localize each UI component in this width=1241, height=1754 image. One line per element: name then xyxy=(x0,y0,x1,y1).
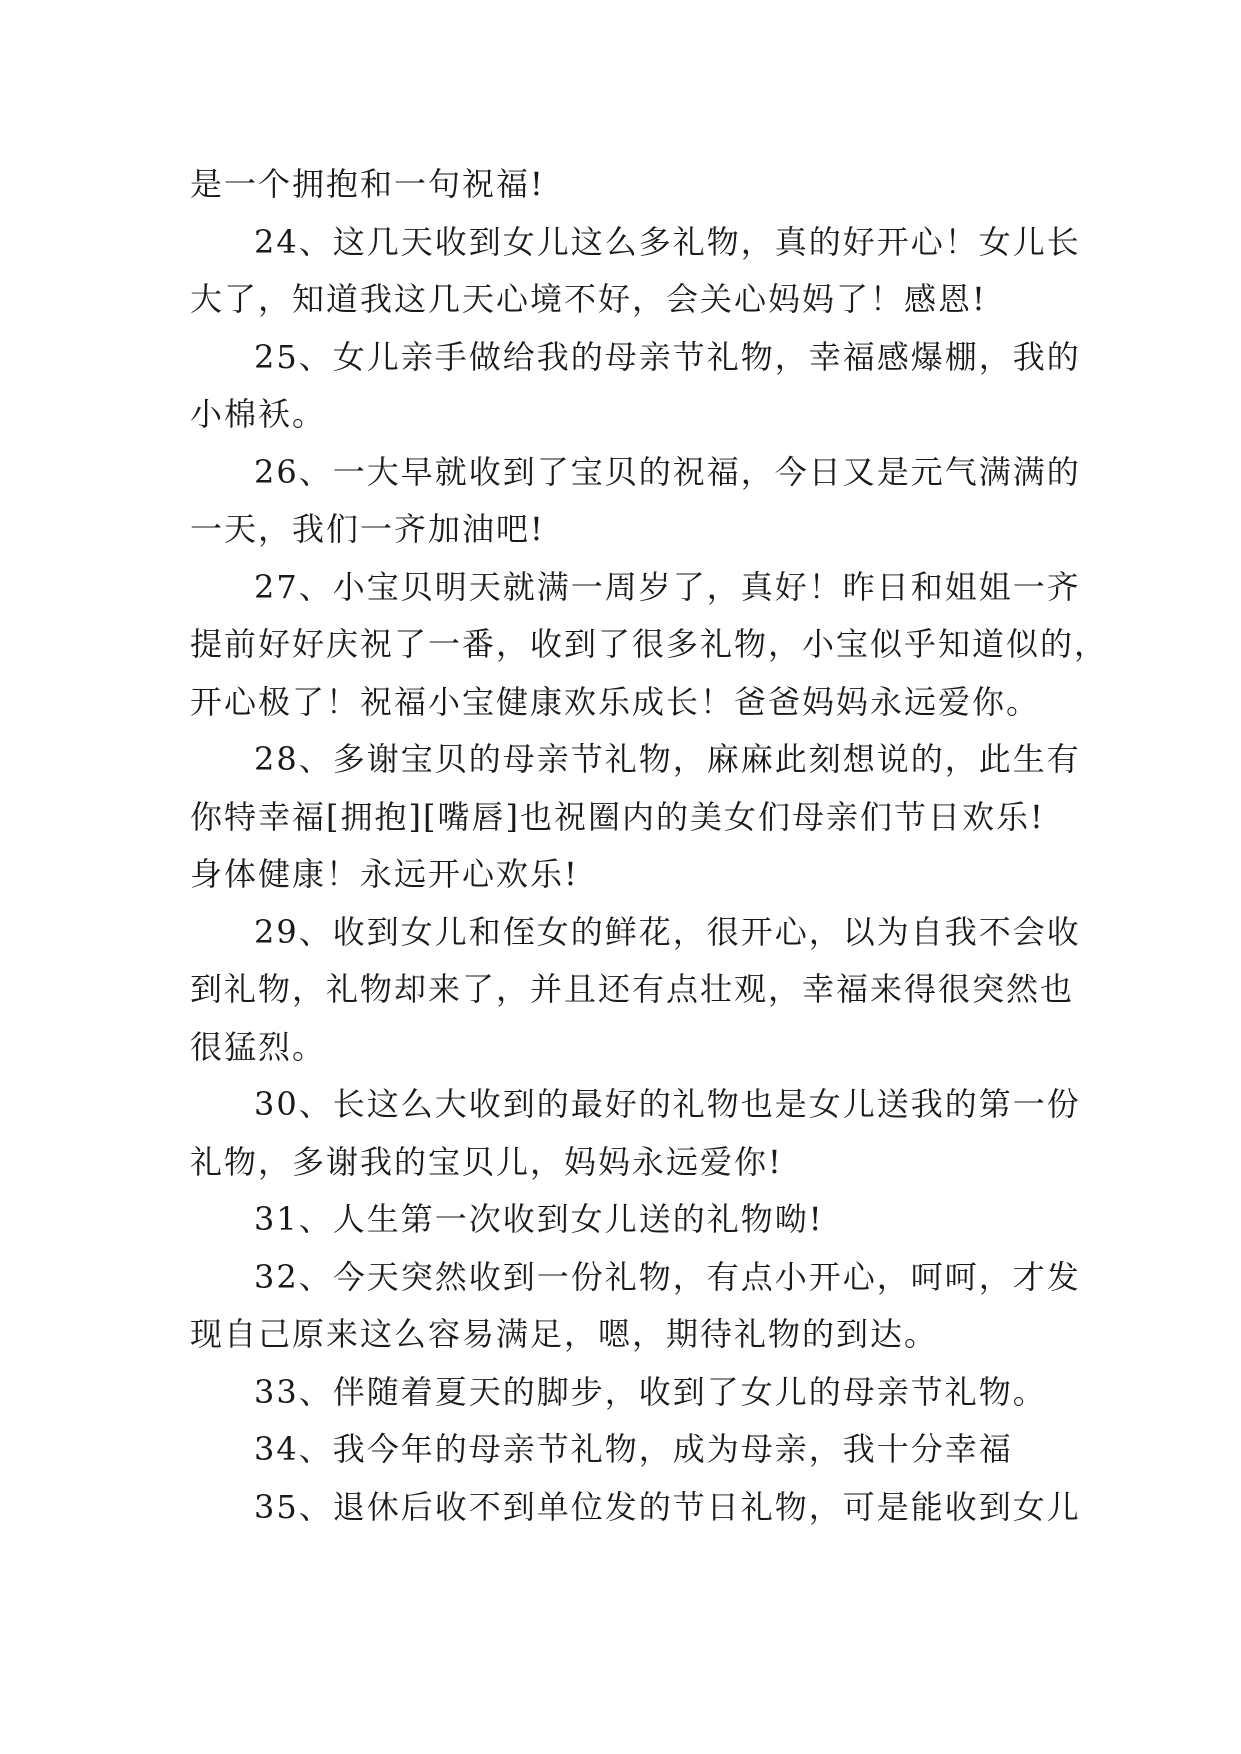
paragraph-33 xyxy=(190,1364,1055,1422)
document-page xyxy=(190,156,1109,1536)
paragraph-28 xyxy=(190,731,1081,904)
paragraph-29 xyxy=(190,904,1081,1077)
text-line: 34、我今年的母亲节礼物，成为母亲，我十分幸福 xyxy=(254,1430,1013,1468)
text-line: 现自己原来这么容易满足，嗯，期待礼物的到达。 xyxy=(190,1315,939,1353)
text-line: 开心极了！祝福小宝健康欢乐成长！爸爸妈妈永远爱你。 xyxy=(190,682,1041,721)
text-line: 身体健康！永远开心欢乐! xyxy=(190,855,579,893)
text-line: 小棉袄。 xyxy=(190,395,327,433)
paragraph-27 xyxy=(190,559,1109,732)
text-line: 29、收到女儿和侄女的鲜花，很开心，以为自我不会收 xyxy=(254,912,1081,951)
text-line: 礼物，多谢我的宝贝儿，妈妈永远爱你! xyxy=(190,1142,783,1181)
text-line: 提前好好庆祝了一番，收到了很多礼物，小宝似乎知道似的， xyxy=(190,625,1109,663)
text-line: 27、小宝贝明天就满一周岁了，真好！昨日和姐姐一齐 xyxy=(254,567,1081,606)
paragraph-35 xyxy=(190,1479,1081,1537)
paragraph-24 xyxy=(190,214,1081,329)
text-line: 大了，知道我这几天心境不好，会关心妈妈了！感恩! xyxy=(190,280,987,318)
paragraph-26 xyxy=(190,444,1081,559)
text-line: 26、一大早就收到了宝贝的祝福，今日又是元气满满的 xyxy=(254,452,1081,491)
text-line: 到礼物，礼物却来了，并且还有点壮观，幸福来得很突然也 xyxy=(190,970,1075,1008)
paragraph-30 xyxy=(190,1076,1081,1191)
text-line: 是一个拥抱和一句祝福! xyxy=(190,165,545,203)
paragraph-32 xyxy=(190,1249,1081,1364)
text-line: 25、女儿亲手做给我的母亲节礼物，幸福感爆棚，我的 xyxy=(254,337,1081,376)
text-line: 30、长这么大收到的最好的礼物也是女儿送我的第一份 xyxy=(254,1085,1081,1123)
text-line: 31、人生第一次收到女儿送的礼物呦! xyxy=(254,1200,824,1238)
paragraph-23 xyxy=(190,156,1055,214)
text-line: 你特幸福[拥抱][嘴唇]也祝圈内的美女们母亲们节日欢乐! xyxy=(190,797,1045,836)
text-line: 28、多谢宝贝的母亲节礼物，麻麻此刻想说的，此生有 xyxy=(254,740,1081,778)
paragraph-31 xyxy=(190,1191,1055,1249)
text-line: 24、这几天收到女儿这么多礼物，真的好开心！女儿长 xyxy=(254,222,1081,261)
paragraph-34 xyxy=(190,1421,1055,1479)
text-line: 33、伴随着夏天的脚步，收到了女儿的母亲节礼物。 xyxy=(254,1372,1047,1411)
text-line: 很猛烈。 xyxy=(190,1027,327,1066)
text-line: 一天，我们一齐加油吧! xyxy=(190,510,545,548)
text-line: 35、退休后收不到单位发的节日礼物，可是能收到女儿 xyxy=(254,1487,1081,1526)
text-line: 32、今天突然收到一份礼物，有点小开心，呵呵，才发 xyxy=(254,1257,1081,1296)
paragraph-25 xyxy=(190,329,1081,444)
